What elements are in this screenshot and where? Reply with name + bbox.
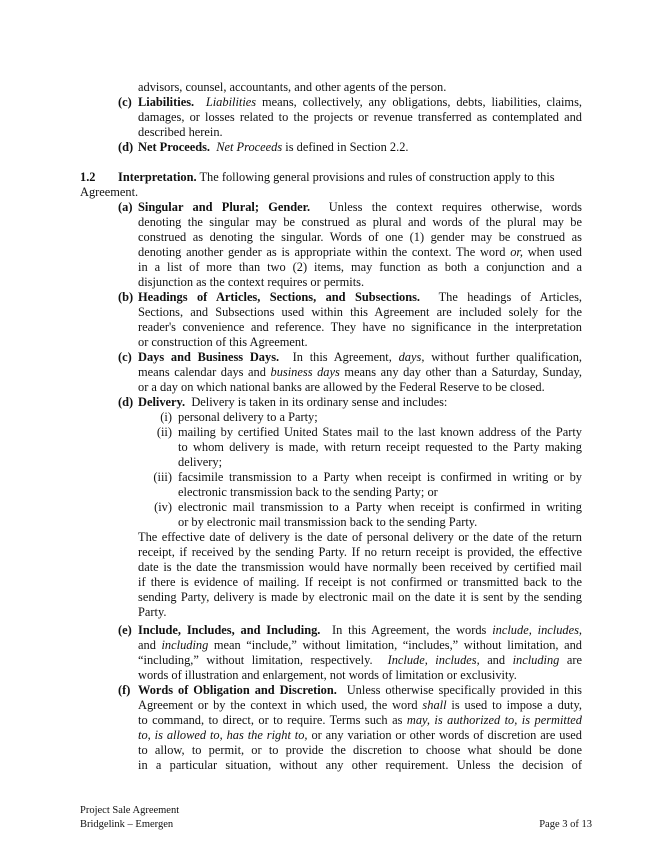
text-line: Sections, and Subsections used within this Agreement are included solely for the bbox=[138, 305, 582, 319]
subsection-include: Include, Includes, and Including. In this Agreement, the words include, includes, bbox=[138, 623, 583, 637]
text-line: and including mean “include,” without limitation, “includes,” without limitation, and bbox=[138, 638, 582, 652]
item-label: (d) bbox=[118, 395, 134, 409]
subsection-days: Days and Business Days. In this Agreement, days, without further qualification, bbox=[138, 350, 582, 364]
text-line: The effective date of delivery is the date of personal delivery or the date of the return bbox=[138, 530, 582, 544]
text-line: electronic transmission back to the sending Party; or bbox=[178, 485, 438, 499]
text-line: if there is evidence of mailing. If receipt is not confirmed or transmitted back to the bbox=[138, 575, 582, 589]
item-label: (f) bbox=[118, 683, 131, 697]
text-line: Agreement. bbox=[80, 185, 139, 199]
text-line: to command, to direct, or to require. Terms such as may, is authorized to, is permitted bbox=[138, 713, 582, 727]
text-line: damages, or losses related to the projects or revenue transferred as contemplated and bbox=[138, 110, 582, 124]
text-line: sending Party, delivery is made by electronic mail on the date it is sent by the sending bbox=[138, 590, 582, 604]
text-line: reader's convenience and reference. They have no significance in the interpretation bbox=[138, 320, 582, 334]
item-label: (c) bbox=[118, 95, 132, 109]
list-numeral: (i) bbox=[160, 410, 172, 424]
text-line: construed as denoting the singular. Words of one (1) gender may be construed as bbox=[138, 230, 582, 244]
item-label: (b) bbox=[118, 290, 134, 304]
text-line: receipt, if received by the sending Party. If no return receipt is provided, the effective bbox=[138, 545, 582, 559]
text-line: Party. bbox=[138, 605, 167, 619]
text-line: in a particular situation, without any other requirement. Unless the decision of bbox=[138, 758, 582, 772]
subsection-delivery: Delivery. Delivery is taken in its ordinary sense and includes: bbox=[138, 395, 448, 409]
text-line: described herein. bbox=[138, 125, 223, 139]
item-label: (e) bbox=[118, 623, 132, 637]
text-line: to allow, to permit, or to provide the discretion to choose what should be done bbox=[138, 743, 582, 757]
text-line: denoting the singular may be construed as plural and words of the plural may be bbox=[138, 215, 582, 229]
text-line: means calendar days and business days means any day other than a Saturday, Sunday, bbox=[138, 365, 582, 379]
text-line: disjunction as the context requires or permits. bbox=[138, 275, 365, 289]
text-line: or a day on which national banks are allowed by the Federal Reserve to be closed. bbox=[138, 380, 545, 394]
list-numeral: (iv) bbox=[154, 500, 172, 514]
footer-page-number: Page 3 of 13 bbox=[539, 819, 592, 830]
text-line: Agreement or by the context in which used, the word shall is used to impose a duty, bbox=[138, 698, 582, 712]
text-line: or by electronic mail transmission back to the sending Party. bbox=[178, 515, 478, 529]
list-item: electronic mail transmission to a Party when receipt is confirmed in writing bbox=[178, 500, 582, 514]
subsection-singular-plural: Singular and Plural; Gender. Unless the context requires otherwise, words bbox=[138, 200, 582, 214]
item-label: (a) bbox=[118, 200, 133, 214]
subsection-headings: Headings of Articles, Sections, and Subsections. The headings of Articles, bbox=[138, 290, 582, 304]
definition-liabilities: Liabilities. Liabilities means, collectively, any obligations, debts, liabilities, claims, bbox=[138, 95, 582, 109]
list-item: mailing by certified United States mail to the last known address of the Party bbox=[178, 425, 582, 439]
list-item: facsimile transmission to a Party when receipt is confirmed in writing or by bbox=[178, 470, 582, 484]
section-heading-line: Interpretation. The following general provisions and rules of construction apply to this bbox=[118, 170, 555, 184]
text-line: delivery; bbox=[178, 455, 223, 469]
intro-line: advisors, counsel, accountants, and other agents of the person. bbox=[138, 80, 447, 94]
definition-net-proceeds: Net Proceeds. Net Proceeds is defined in Section 2.2. bbox=[138, 140, 409, 154]
list-numeral: (ii) bbox=[156, 425, 172, 439]
footer-parties: Bridgelink – Emergen bbox=[80, 819, 174, 830]
text-line: or construction of this Agreement. bbox=[138, 335, 308, 349]
list-numeral: (iii) bbox=[153, 470, 172, 484]
item-label: (c) bbox=[118, 350, 132, 364]
list-item: personal delivery to a Party; bbox=[178, 410, 318, 424]
text-line: to whom delivery is made, with return receipt requested to the Party making bbox=[178, 440, 582, 454]
section-number: 1.2 bbox=[80, 170, 96, 184]
text-line: denoting another gender as is appropriate within the context. The word or, when used bbox=[138, 245, 582, 259]
text-line: words of illustration and enlargement, not words of limitation or exclusivity. bbox=[138, 668, 517, 682]
footer-title: Project Sale Agreement bbox=[80, 805, 180, 816]
text-line: “including,” without limitation, respectively. Include, includes, and including are bbox=[138, 653, 582, 667]
text-line: date is the date the transmission would have normally been received by certified mail bbox=[138, 560, 582, 574]
subsection-obligation: Words of Obligation and Discretion. Unless otherwise specifically provided in this bbox=[138, 683, 582, 697]
text-line: in a list of more than two (2) items, may function as both a conjunction and a bbox=[138, 260, 582, 274]
text-line: to, is allowed to, has the right to, or any variation or other words of discretion are used bbox=[138, 728, 582, 742]
item-label: (d) bbox=[118, 140, 134, 154]
